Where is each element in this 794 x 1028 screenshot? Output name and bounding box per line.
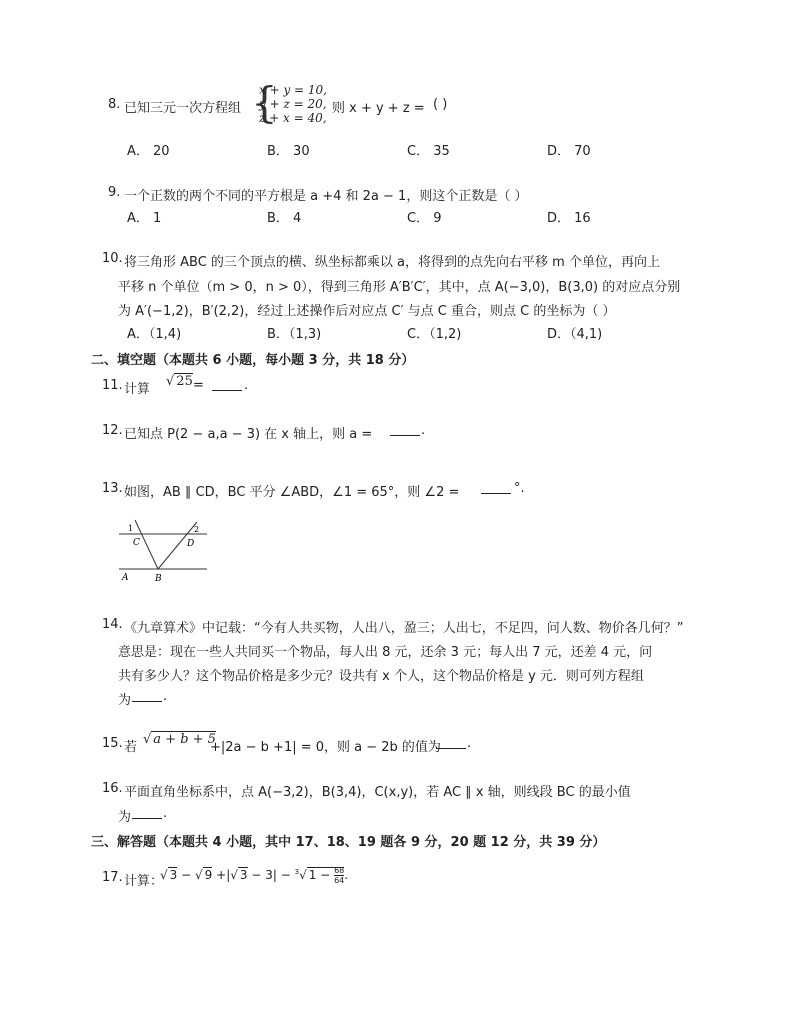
q11-number: 11.: [102, 378, 123, 393]
q9-option-c: C． 9: [407, 211, 442, 226]
q8-text: 已知三元一次方程组: [124, 101, 242, 116]
q9-option-a: A． 1: [127, 211, 162, 226]
sqrt-sign-icon: √: [195, 868, 203, 882]
q11-end: .: [244, 378, 249, 393]
q15-number: 15.: [102, 736, 123, 751]
point-d-label: D: [187, 539, 195, 549]
q15-pre: 若: [124, 740, 138, 755]
q17-r3: 3: [239, 868, 248, 882]
point-c-label: C: [133, 538, 140, 548]
q12-number: 12.: [102, 423, 123, 438]
q15-sqrt: [143, 732, 216, 747]
q8-option-b: B． 30: [267, 144, 310, 159]
q8-option-d: D． 70: [547, 144, 591, 159]
q16-end: .: [163, 806, 168, 821]
q17-r1: 3: [169, 868, 178, 882]
sqrt-sign-icon: √: [160, 868, 168, 882]
q8-option-c: C． 35: [407, 144, 450, 159]
q10-option-d: D．（4,1): [547, 327, 603, 342]
q17-fraction: [334, 866, 344, 885]
q13-number: 13.: [102, 481, 123, 496]
section-2-heading: 二、填空题（本题共 6 小题，每小题 3 分，共 18 分）: [91, 353, 415, 368]
q17-numerator: 68: [334, 866, 345, 875]
q13-answer-blank[interactable]: [481, 481, 511, 498]
q15-radicand: a + b + 5: [153, 732, 216, 747]
q8-ask: 则 x + y + z =: [332, 101, 425, 116]
q13-figure: [115, 516, 215, 586]
q8-option-a: A． 20: [127, 144, 170, 159]
q16-line1: 平面直角坐标系中，点 A(−3,2)，B(3,4)，C(x,y)，若 AC ∥ x 轴，则线段 BC 的最小值: [124, 785, 631, 800]
q17-pre: 计算：: [124, 874, 164, 889]
angle2-label: 2: [194, 525, 200, 534]
q14-line1: 《九章算术》中记载：“今有人共买物，人出八，盈三；人出七，不足四，问人数、物价各几何？”: [124, 621, 684, 636]
q8-number: 8.: [108, 97, 121, 112]
q14-line4: 为: [118, 693, 132, 708]
q17-cube-index: 3: [294, 868, 300, 876]
q11-pre: 计算: [124, 382, 151, 397]
q14-answer-blank[interactable]: [132, 689, 162, 706]
q17-number: 17.: [102, 870, 123, 885]
point-b-label: B: [155, 574, 162, 584]
sqrt-sign-icon: √: [143, 732, 152, 747]
q12-text: 已知点 P(2 − a,a − 3) 在 x 轴上，则 a =: [124, 427, 373, 442]
q9-number: 9.: [108, 185, 121, 200]
q10-line1: 将三角形 ABC 的三个顶点的横、纵坐标都乘以 a，将得到的点先向右平移 m 个单位，再向上: [124, 255, 660, 270]
q17-minus: −: [181, 868, 192, 882]
sqrt-sign-icon: √: [166, 374, 175, 389]
q9-text: 一个正数的两个不同的平方根是 a +4 和 2a − 1，则这个正数是（ ）: [124, 189, 528, 204]
q10-option-c: C．（1,2): [407, 327, 462, 342]
q8-brace: {: [251, 78, 278, 127]
q9-option-d: D． 16: [547, 211, 591, 226]
q8-eq2: y + z = 20,: [259, 97, 327, 111]
q16-answer-blank[interactable]: [132, 806, 162, 823]
q12-answer-blank[interactable]: [390, 423, 420, 440]
q9-option-b: B． 4: [267, 211, 302, 226]
q10-number: 10.: [102, 251, 123, 266]
q14-line2: 意思是：现在一些人共同买一个物品，每人出 8 元，还余 3 元；每人出 7 元，还差 4 元，问: [118, 645, 653, 660]
section-3-heading: 三、解答题（本题共 4 小题，其中 17、18、19 题各 9 分，20 题 12 分，共 39 分）: [91, 835, 606, 850]
sqrt-sign-icon: √: [230, 868, 238, 882]
q16-line2: 为: [118, 810, 132, 825]
q14-end: .: [163, 689, 168, 704]
sqrt-sign-icon: √: [299, 868, 307, 882]
q17-abs-open: +|: [216, 868, 231, 882]
q17-r2: 9: [204, 868, 213, 882]
q17-denominator: 64: [334, 876, 345, 885]
q8-eq1: x + y = 10,: [259, 83, 327, 97]
point-a-label: A: [122, 573, 129, 583]
q16-number: 16.: [102, 781, 123, 796]
q15-post: +|2a − b +1| = 0，则 a − 2b 的值为: [210, 740, 441, 755]
angle1-label: 1: [128, 524, 134, 533]
q13-text: 如图，AB ∥ CD，BC 平分 ∠ABD，∠1 = 65°，则 ∠2 =: [124, 485, 460, 500]
q8-eq3: z + x = 40,: [259, 111, 327, 125]
q17-expression: [160, 866, 348, 885]
q10-line3: 为 A′(−1,2)，B′(2,2)，经过上述操作后对应点 C′ 与点 C 重合，则点 C 的坐标为（ ）: [118, 304, 616, 319]
q17-inner: [307, 866, 345, 885]
q17-abs-close: − 3| −: [251, 868, 291, 882]
q15-end: .: [467, 736, 472, 751]
q14-number: 14.: [102, 617, 123, 632]
q11-answer-blank[interactable]: [212, 378, 242, 395]
q12-end: .: [421, 423, 426, 438]
q10-line2: 平移 n 个单位（m > 0，n > 0），得到三角形 A′B′C′，其中，点 A(−3,0)，B(3,0) 的对应点分别: [118, 280, 681, 295]
q10-option-a: A．（1,4): [127, 327, 182, 342]
q17-end: .: [344, 868, 349, 882]
q11-equals: =: [193, 378, 204, 393]
q11-sqrt: [166, 374, 193, 389]
q8-paren: ( ): [433, 97, 448, 112]
q10-option-b: B．（1,3): [267, 327, 322, 342]
q17-inner-text: 1 −: [308, 868, 331, 882]
q13-end: °.: [514, 481, 525, 496]
q14-line3: 共有多少人？这个物品价格是多少元？设共有 x 个人，这个物品价格是 y 元．则可列方程组: [118, 669, 644, 684]
q11-radicand: 25: [176, 374, 193, 389]
q15-answer-blank[interactable]: [436, 736, 466, 753]
